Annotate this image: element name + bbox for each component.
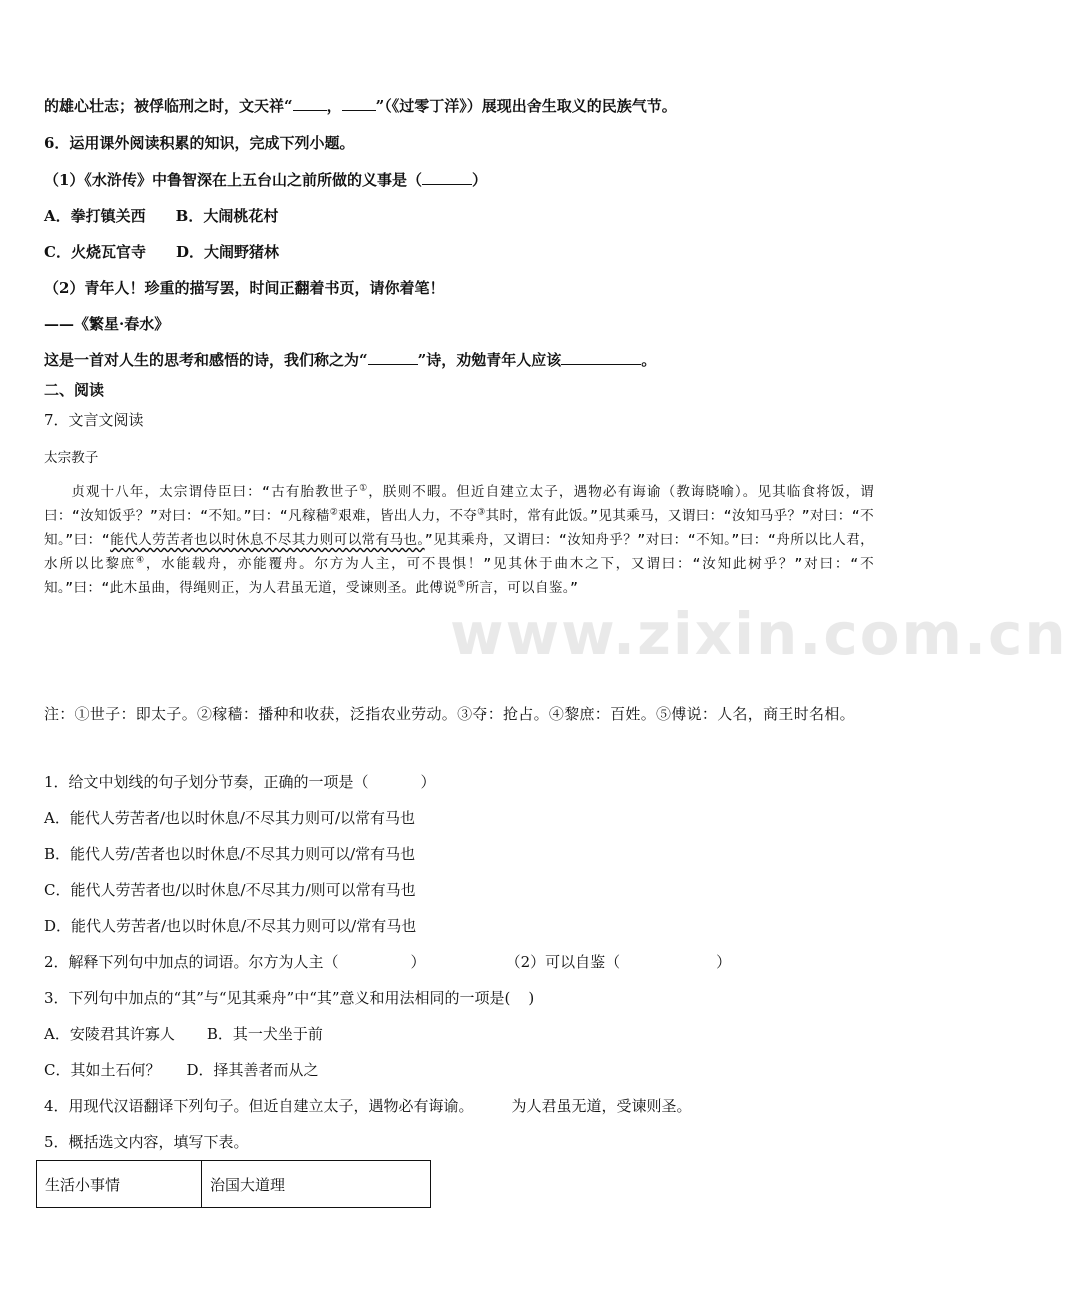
line1-text-a: 的雄心壮志；被俘临刑之时，文天祥“ (44, 97, 293, 115)
section-heading: 二、阅读 (44, 381, 105, 399)
subquestion-3-options-cd: C．其如土石何？ D．择其善者而从之 (44, 1061, 319, 1079)
subquestion-1-option-a: A．能代人劳苦者/也以时休息/不尽其力则可/以常有马也 (44, 809, 415, 827)
question-6: 6．运用课外阅读积累的知识，完成下列小题。 (44, 134, 355, 152)
q6-options-ab (44, 206, 278, 226)
poem-quote-line (44, 96, 677, 116)
table-row (37, 1161, 431, 1208)
q6-options-cd (44, 242, 279, 262)
subquestion-5: 5．概括选文内容，填写下表。 (44, 1133, 249, 1151)
q6-2-text-b: ”诗，劝勉青年人应该 (417, 351, 562, 369)
question-6-1 (44, 170, 487, 190)
subquestion-3-options-ab: A．安陵君其许寡人 B．其一犬坐于前 (44, 1025, 323, 1043)
option-c: C．火烧瓦官寺 (44, 243, 146, 261)
q6-2-question (44, 350, 656, 370)
table-cell-life-matters[interactable]: 生活小事情 (37, 1161, 202, 1208)
line1-text-b: ， (326, 97, 342, 115)
subquestion-4: 4．用现代汉语翻译下列句子。但近自建立太子，遇物必有诲谕。 为人君虽无道，受谏则圣。 (44, 1097, 692, 1115)
answer-blank (422, 170, 472, 185)
footnote-mark: ⑤ (457, 579, 466, 590)
subquestion-1-option-d: D．能代人劳苦者/也以时休息/不尽其力则可以/常有马也 (44, 917, 417, 935)
summary-table (36, 1160, 431, 1208)
footnote-mark: ② (329, 507, 339, 518)
passage-title: 太宗教子 (44, 450, 99, 466)
q6-1-close: ） (471, 171, 487, 189)
option-b: B．大闹桃花村 (175, 207, 279, 225)
subquestion-2: 2．解释下列句中加点的词语。尔方为人主（ ） （2）可以自鉴（ ） (44, 953, 732, 971)
answer-blank (293, 96, 327, 111)
footnote-mark: ③ (477, 507, 486, 518)
footnote-mark: ④ (136, 555, 146, 566)
question-7: 7．文言文阅读 (44, 411, 144, 429)
question-6-2: （2）青年人！珍重的描写罢，时间正翻着书页，请你着笔！ (44, 279, 445, 297)
q6-2-text-c: 。 (641, 351, 657, 369)
option-a: A．拳打镇关西 (44, 207, 146, 225)
subquestion-3: 3．下列句中加点的“其”与“见其乘舟”中“其”意义和用法相同的一项是( ) (44, 989, 535, 1007)
subquestion-1: 1．给文中划线的句子划分节奏，正确的一项是（ ） (44, 773, 436, 791)
poem-source: ——《繁星·春水》 (44, 315, 170, 333)
footnotes: 注：①世子：即太子。②稼穑：播种和收获，泛指农业劳动。③夺：抢占。④黎庶：百姓。⑤傅说：人名，商王时名相。 (44, 705, 855, 723)
subquestion-1-option-b: B．能代人劳/苦者也以时休息/不尽其力则可以/常有马也 (44, 845, 416, 863)
footnote-mark: ① (359, 483, 369, 494)
q6-1-text: （1）《水浒传》中鲁智深在上五台山之前所做的义事是（ (44, 171, 422, 189)
answer-blank (561, 350, 641, 365)
line1-text-c: ”（《过零丁洋》）展现出舍生取义的民族气节。 (375, 97, 677, 115)
option-d: D．大闹野猪林 (175, 243, 279, 261)
table-cell-governance[interactable]: 治国大道理 (202, 1161, 431, 1208)
watermark: www.zixin.com.cn (450, 600, 1068, 668)
q6-2-text-a: 这是一首对人生的思考和感悟的诗，我们称之为“ (44, 351, 368, 369)
answer-blank (342, 96, 376, 111)
answer-blank (368, 350, 418, 365)
underlined-sentence: 能代人劳苦者也以时休息不尽其力则可以常有马也。 (110, 532, 425, 548)
subquestion-1-option-c: C．能代人劳苦者也/以时休息/不尽其力/则可以常有马也 (44, 881, 416, 899)
classical-passage: 贞观十八年，太宗谓侍臣曰：“古有胎教世子①，朕则不暇。但近自建立太子，遇物必有诲谕（教诲晓喻）。见其临食将饭，谓曰：“汝知饭乎？”对曰：“不知。”曰：“凡稼穑②艰难，皆出人力，不夺③其时，常有此饭。”见其乘马，又谓曰：“汝知马乎？”对曰：“不知。”曰：“能代人劳苦者也以时休息不尽其力则可以常有马也。”见其乘舟，又谓曰：“汝知舟乎？”对曰：“不知。”曰：“舟所以比人君，水所以比黎庶④，水能载舟，亦能覆舟。尔方为人主，可不畏惧！”见其休于曲木之下，又谓曰：“汝知此树乎？”对曰：“不知。”曰：“此木虽曲，得绳则正，为人君虽无道，受谏则圣。此傅说⑤所言，可以自鉴。” (44, 483, 875, 596)
